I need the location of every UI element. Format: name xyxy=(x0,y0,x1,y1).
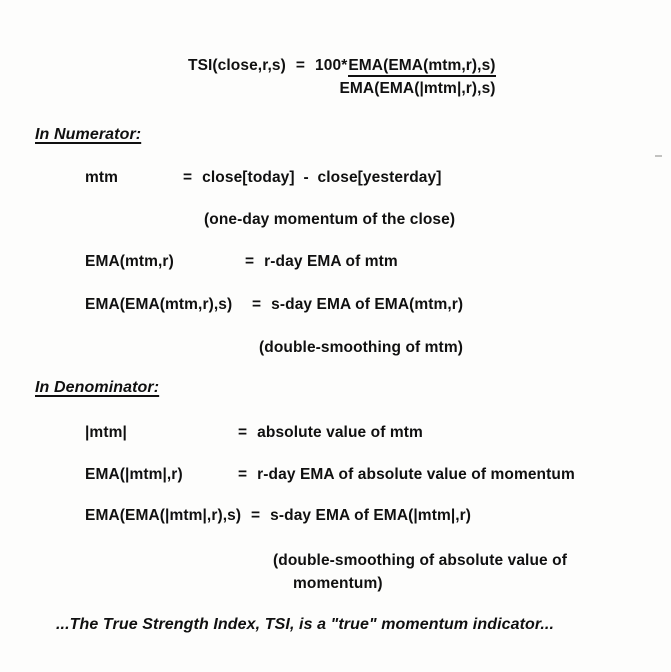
denominator-section-heading: In Denominator: xyxy=(35,379,160,396)
definition-row-mtm xyxy=(85,167,441,188)
definition-row-abs-mtm xyxy=(85,422,423,443)
definition-row-ema-ema-abs-mtm xyxy=(85,505,471,526)
note-one-day-momentum: (one-day momentum of the close) xyxy=(204,211,456,228)
equals-sign: = xyxy=(183,169,193,186)
formula-rhs xyxy=(315,55,496,99)
definition-row-ema-abs-mtm xyxy=(85,464,575,485)
definition-row-ema-ema-mtm xyxy=(85,294,463,315)
formula-numerator-line xyxy=(315,55,496,76)
equals-sign: = xyxy=(238,424,248,441)
scan-artifact-dash xyxy=(655,155,662,157)
equals-sign: = xyxy=(252,296,262,313)
formula-lhs: TSI(close,r,s) xyxy=(188,57,286,74)
equals-sign: = xyxy=(245,253,255,270)
numerator-section-heading: In Numerator: xyxy=(35,126,142,143)
definition-abs-mtm: absolute value of mtm xyxy=(257,424,423,441)
formula-equals-sign: = xyxy=(295,57,306,74)
term-mtm: mtm xyxy=(85,169,119,186)
term-ema-ema-abs-mtm: EMA(EMA(|mtm|,r),s) xyxy=(85,507,242,524)
term-ema-ema-mtm: EMA(EMA(mtm,r),s) xyxy=(85,296,233,313)
definition-ema-mtm: r-day EMA of mtm xyxy=(264,253,398,270)
equals-sign: = xyxy=(251,507,261,524)
formula-fraction xyxy=(315,55,496,99)
definition-ema-ema-abs-mtm: s-day EMA of EMA(|mtm|,r) xyxy=(270,507,472,524)
term-abs-mtm: |mtm| xyxy=(85,424,127,441)
footer-quote: ...The True Strength Index, TSI, is a "true" momentum indicator... xyxy=(56,616,554,633)
definition-row-ema-mtm xyxy=(85,251,398,272)
term-ema-abs-mtm: EMA(|mtm|,r) xyxy=(85,466,183,483)
note-double-smoothing-mtm: (double-smoothing of mtm) xyxy=(259,339,463,356)
note-double-smoothing-abs: (double-smoothing of absolute value of momentum) xyxy=(273,552,567,592)
term-ema-mtm: EMA(mtm,r) xyxy=(85,253,174,270)
formula-denominator: EMA(EMA(|mtm|,r),s) xyxy=(339,80,496,97)
definition-ema-abs-mtm: r-day EMA of absolute value of momentum xyxy=(257,466,575,483)
formula-numerator: EMA(EMA(mtm,r),s) xyxy=(348,57,495,77)
equals-sign: = xyxy=(238,466,248,483)
definition-mtm: close[today] - close[yesterday] xyxy=(202,169,442,186)
tsi-formula xyxy=(188,55,496,99)
formula-coefficient: 100* xyxy=(315,57,348,74)
definition-ema-ema-mtm: s-day EMA of EMA(mtm,r) xyxy=(271,296,464,313)
